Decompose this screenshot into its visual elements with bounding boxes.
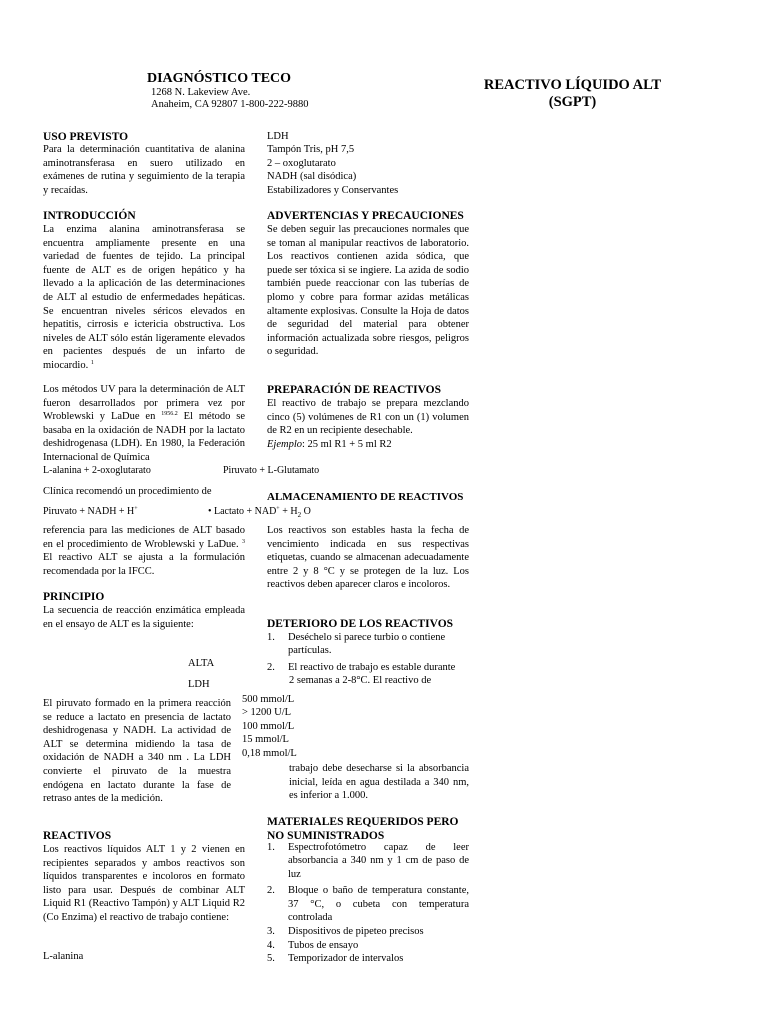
reaction-2-right-sup: + xyxy=(276,506,280,512)
materiales-item-3 xyxy=(267,925,469,938)
uso-previsto-text: Para la determinación cuantitativa de alanina aminotransferasa en suero utilizado en exámenes de rutina y seguimiento de la terapia y recaídas. xyxy=(43,144,245,196)
preparacion-heading: PREPARACIÓN DE REACTIVOS xyxy=(267,384,441,396)
component-nadh: NADH (sal disódica) xyxy=(267,171,357,183)
materiales-item-5-number: 5. xyxy=(267,953,275,965)
deterioro-item-1-text: Deséchelo si parece turbio o contiene partículas. xyxy=(288,632,446,657)
introduccion-text-2 xyxy=(43,383,245,465)
deterioro-item-2 xyxy=(267,661,469,674)
reaction-2-left xyxy=(43,506,138,518)
reactivos-heading: REACTIVOS xyxy=(43,830,112,842)
introduccion-paragraph-3b: El reactivo ALT se ajusta a la formulación recomendada por la IFCC. xyxy=(43,552,245,577)
company-name: DIAGNÓSTICO TECO xyxy=(147,71,292,86)
materiales-item-5 xyxy=(267,952,469,965)
concentration-nadh: 0,18 mmol/L xyxy=(242,747,297,759)
deterioro-item-2-number: 2. xyxy=(267,661,275,673)
principio-text: La secuencia de reacción enzimática empleada en el ensayo de ALT es la siguiente: xyxy=(43,605,245,630)
deterioro-item-1-number: 1. xyxy=(267,632,275,643)
materiales-item-1-text: Espectrofotómetro capaz de leer absorbancia a 340 nm y 1 cm de paso de luz xyxy=(288,842,469,880)
document-title-line1: REACTIVO LÍQUIDO ALT xyxy=(483,77,662,93)
deterioro-item-2-line2: 2 semanas a 2-8°C. El reactivo de xyxy=(289,675,432,687)
materiales-item-2-number: 2. xyxy=(267,885,275,897)
introduccion-paragraph-2c: Clínica recomendó un procedimiento de xyxy=(43,486,212,497)
almacenamiento-text: Los reactivos son estables hasta la fecha de vencimiento indicada en sus respectivas etiquetas, cuando se almacenan adecuadamente entre 2 y 8 °C y se protegen de la luz. Los reactivos deben aparecer claros e incoloros. xyxy=(267,525,469,591)
preparacion-example xyxy=(267,438,392,452)
materiales-heading xyxy=(267,815,459,843)
materiales-item-1 xyxy=(267,841,469,881)
component-estabilizadores: Estabilizadores y Conservantes xyxy=(267,184,399,196)
materiales-item-4-number: 4. xyxy=(267,939,275,951)
company-address-street: 1268 N. Lakeview Ave. xyxy=(151,87,251,98)
reaction-2-right xyxy=(208,506,311,521)
reaction-1-left: L-alanina + 2-oxoglutarato xyxy=(43,465,151,476)
principio-text-2: El piruvato formado en la primera reacción se reduce a lactato en presencia de lactato deshidrogenasa y NADH. La actividad de ALT se determina midiendo la tasa de oxidación de NADH a 340 nm . La LDH convierte el piruvato de la muestra endógena en lactato durante la fase de retraso antes de la medición. xyxy=(43,698,231,805)
reaction-2-right-h: + H xyxy=(282,506,298,517)
introduccion-paragraph-1: La enzima alanina aminotransferasa se encuentra ampliamente presente en una variedad de fuentes de tejido. La principal fuente de ALT es de origen hepático y ha llevado a la aplicación de las determinaciones de ALT al estudio de enfermedades hepáticas. Se encuentran niveles séricos elevados en hepatitis, cirrosis e ictericia obstructiva. Los niveles de ALT sólo están ligeramente elevados en pacientes después de un infarto de miocardio. xyxy=(43,224,245,371)
introduccion-text xyxy=(43,223,245,373)
concentration-tampon: 100 mmol/L xyxy=(242,720,295,732)
deterioro-item-1 xyxy=(267,631,469,658)
principio-heading: PRINCIPIO xyxy=(43,591,105,603)
document-title-line2: (SGPT) xyxy=(548,94,597,110)
materiales-item-4-text: Tubos de ensayo xyxy=(288,939,359,951)
reactivo-item-alanina: L-alanina xyxy=(43,951,84,962)
reactivo-components-list xyxy=(267,130,398,197)
deterioro-heading: DETERIORO DE LOS REACTIVOS xyxy=(267,618,454,630)
deterioro-item-2-text-a: El reactivo de trabajo es estable durante xyxy=(288,661,456,673)
deterioro-item-2-continued: trabajo debe desecharse si la absorbancia inicial, leída en agua destilada a 340 nm, es inferior a 1.000. xyxy=(289,763,469,802)
almacenamiento-heading: ALMACENAMIENTO DE REACTIVOS xyxy=(267,491,464,503)
concentration-list xyxy=(242,693,297,760)
deterioro-list xyxy=(267,631,469,688)
reaction-2-right-sub: 2 xyxy=(297,511,302,519)
reference-2: 1956.2 xyxy=(161,411,178,418)
materiales-item-3-number: 3. xyxy=(267,926,275,938)
preparacion-example-text: : 25 ml R1 + 5 ml R2 xyxy=(302,439,392,450)
reference-3: 3 xyxy=(242,538,246,545)
materiales-item-2 xyxy=(267,884,469,924)
component-tampon: Tampón Tris, pH 7,5 xyxy=(267,144,355,156)
concentration-alanina: 500 mmol/L xyxy=(242,694,295,705)
reference-1: 1 xyxy=(90,359,94,366)
reaction-2-right-text: • Lactato + NAD xyxy=(208,506,277,517)
introduccion-heading: INTRODUCCIÓN xyxy=(43,210,136,222)
materiales-item-4 xyxy=(267,939,469,952)
materiales-item-3-text: Dispositivos de pipeteo precisos xyxy=(288,926,424,938)
reaction-2-left-text: Piruvato + NADH + H xyxy=(43,506,135,517)
concentration-ldh: > 1200 U/L xyxy=(242,707,292,719)
reactivos-text: Los reactivos líquidos ALT 1 y 2 vienen en recipientes separados y ambos reactivos son líquidos transparentes e incoloros en formato listo para usar. Después de combinar ALT Liquid R1 (Reactivo Tampón) y ALT Liquid R2 (Co Enzima) el reactivo de trabajo contiene: xyxy=(43,844,245,923)
introduccion-paragraph-3a: referencia para las mediciones de ALT basado en el procedimiento de Wroblewski y LaDue. xyxy=(43,525,245,550)
materiales-heading-line2: NO SUMINISTRADOS xyxy=(267,830,385,842)
document-title xyxy=(470,77,675,111)
company-address-city: Anaheim, CA 92807 1-800-222-9880 xyxy=(151,99,309,110)
enzyme-ldh-label: LDH xyxy=(188,679,210,690)
reaction-2-left-sup: + xyxy=(134,506,138,512)
preparacion-example-label: Ejemplo xyxy=(267,439,302,450)
uso-previsto-heading: USO PREVISTO xyxy=(43,131,129,143)
introduccion-text-3 xyxy=(43,524,245,578)
component-oxoglutarato: 2 – oxoglutarato xyxy=(267,157,336,169)
advertencias-text: Se deben seguir las precauciones normales que se toman al manipular reactivos de laboratorio. Los reactivos contienen azida sódica, que puede ser tóxica si se ingiere. La azida de sodio también puede reaccionar con las tuberías de plomo y cobre para formar azidas metálicas altamente explosivas. Consulte la Hoja de datos de seguridad del material para obtener información actualizada sobre riesgos, peligros o seguridad. xyxy=(267,224,469,358)
materiales-item-1-number: 1. xyxy=(267,842,275,853)
enzyme-alt-label: ALTA xyxy=(188,658,215,669)
materiales-heading-line1: MATERIALES REQUERIDOS PERO xyxy=(267,816,459,828)
preparacion-text: El reactivo de trabajo se prepara mezclando cinco (5) volúmenes de R1 con un (1) volumen de R2 en un recipiente desechable. xyxy=(267,398,469,437)
concentration-oxoglutarato: 15 mmol/L xyxy=(242,734,289,746)
advertencias-heading: ADVERTENCIAS Y PRECAUCIONES xyxy=(267,210,464,222)
materiales-item-2-text: Bloque o baño de temperatura constante, 37 °C, o cubeta con temperatura controlada xyxy=(288,885,469,924)
reaction-1-right: Piruvato + L-Glutamato xyxy=(223,465,320,476)
introduccion-paragraph-2a: Los métodos UV para la determinación de ALT fueron desarrollados por primera vez por Wroblewski y LaDue en xyxy=(43,384,245,423)
reaction-2-right-o: O xyxy=(303,506,311,517)
component-ldh: LDH xyxy=(267,131,289,142)
materiales-item-5-text: Temporizador de intervalos xyxy=(288,953,404,965)
materiales-list xyxy=(267,841,469,966)
introduccion-paragraph-2b: El método se basaba en la oxidación de NADH por la lactato deshidrogenasa (LDH). En 1980, la Federación Internacional de Química xyxy=(43,411,246,463)
